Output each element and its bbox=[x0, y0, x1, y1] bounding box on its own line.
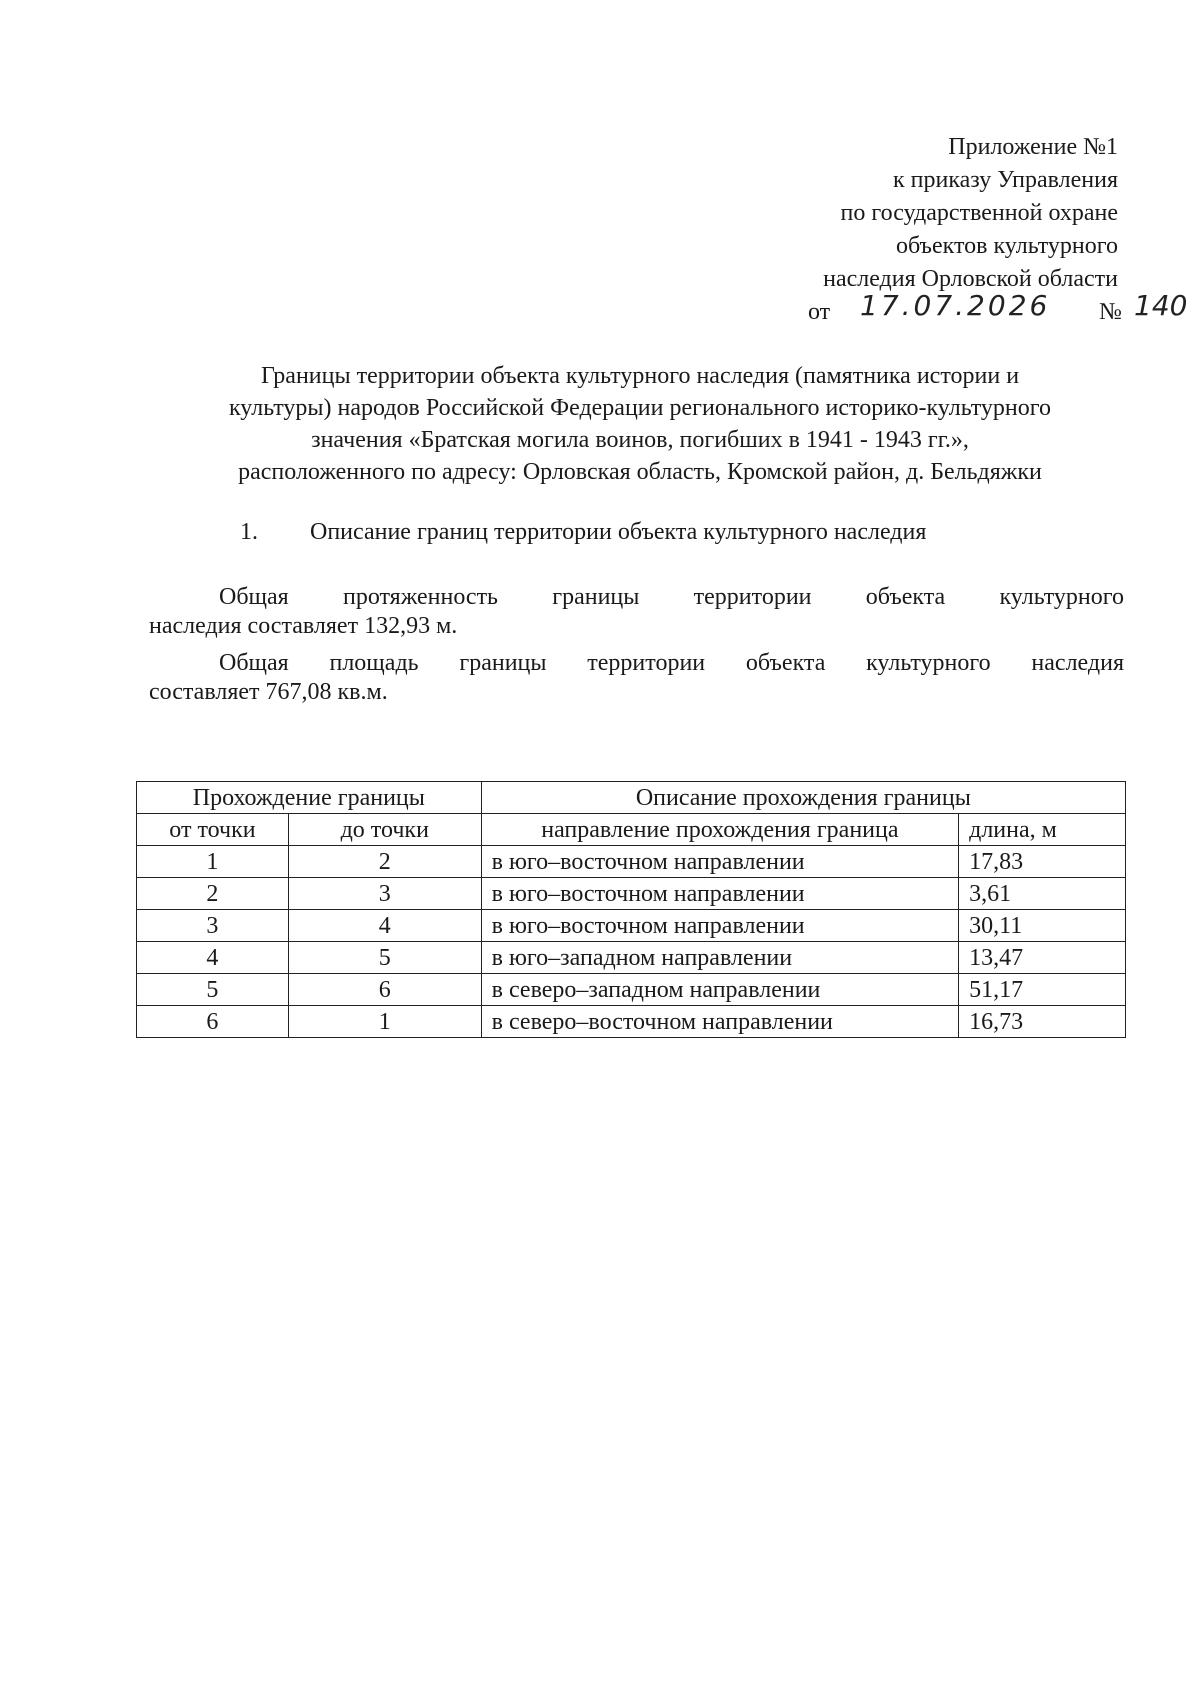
cell-direction: в юго–восточном направлении bbox=[481, 910, 958, 942]
word: территории bbox=[693, 584, 812, 610]
word: культурного bbox=[866, 650, 991, 676]
word: объекта bbox=[745, 650, 826, 676]
cell-from: 4 bbox=[137, 942, 289, 974]
header-description: Описание прохождения границы bbox=[481, 782, 1125, 814]
cell-length: 13,47 bbox=[959, 942, 1126, 974]
table-column-header-row bbox=[137, 814, 1126, 846]
table-row bbox=[137, 974, 1126, 1006]
paragraph-area bbox=[149, 649, 1124, 707]
word: Общая bbox=[219, 650, 289, 676]
cell-to: 6 bbox=[288, 974, 481, 1006]
header-length: длина, м bbox=[959, 814, 1126, 846]
table-row bbox=[137, 910, 1126, 942]
paragraph-first-line bbox=[149, 649, 1124, 678]
annex-line: объектов культурного bbox=[895, 233, 1118, 259]
cell-to: 4 bbox=[288, 910, 481, 942]
cell-length: 3,61 bbox=[959, 878, 1126, 910]
paragraph-continuation: наследия составляет 132,93 м. bbox=[149, 613, 458, 639]
annex-header bbox=[658, 131, 1118, 296]
header-direction: направление прохождения граница bbox=[481, 814, 958, 846]
cell-from: 3 bbox=[137, 910, 289, 942]
word: границы bbox=[552, 584, 640, 610]
annex-line: по государственной охране bbox=[840, 200, 1118, 226]
annex-date-number-row bbox=[808, 289, 1188, 331]
cell-direction: в северо–восточном направлении bbox=[481, 1006, 958, 1038]
header-from-point: от точки bbox=[137, 814, 289, 846]
word: Общая bbox=[219, 584, 289, 610]
word: площадь bbox=[329, 650, 419, 676]
document-title bbox=[140, 360, 1140, 488]
table-row bbox=[137, 878, 1126, 910]
word: объекта bbox=[865, 584, 946, 610]
table-row bbox=[137, 1006, 1126, 1038]
cell-length: 51,17 bbox=[959, 974, 1126, 1006]
table-row bbox=[137, 846, 1126, 878]
header-passage: Прохождение границы bbox=[137, 782, 482, 814]
annex-line: к приказу Управления bbox=[892, 167, 1118, 193]
number-prefix: № bbox=[1099, 299, 1122, 325]
cell-direction: в юго–восточном направлении bbox=[481, 878, 958, 910]
header-to-point: до точки bbox=[288, 814, 481, 846]
title-line: расположенного по адресу: Орловская область, Кромской район, д. Бельдяжки bbox=[238, 459, 1042, 485]
table-row bbox=[137, 942, 1126, 974]
cell-from: 6 bbox=[137, 1006, 289, 1038]
cell-direction: в северо–западном направлении bbox=[481, 974, 958, 1006]
section-title: Описание границ территории объекта культурного наследия bbox=[310, 519, 927, 545]
cell-to: 1 bbox=[288, 1006, 481, 1038]
cell-length: 17,83 bbox=[959, 846, 1126, 878]
paragraph-length bbox=[149, 583, 1124, 641]
section-heading bbox=[240, 519, 926, 546]
annex-line: наследия Орловской области bbox=[823, 266, 1118, 292]
date-prefix: от bbox=[808, 299, 831, 325]
word: культурного bbox=[999, 584, 1124, 610]
word: территории bbox=[587, 650, 706, 676]
paragraph-first-line bbox=[149, 583, 1124, 612]
cell-to: 3 bbox=[288, 878, 481, 910]
table-group-header-row bbox=[137, 782, 1126, 814]
annex-line: Приложение №1 bbox=[948, 134, 1118, 160]
word: наследия bbox=[1031, 650, 1124, 676]
cell-length: 16,73 bbox=[959, 1006, 1126, 1038]
title-line: значения «Братская могила воинов, погибших в 1941 - 1943 гг.», bbox=[311, 427, 969, 453]
boundary-table bbox=[136, 781, 1126, 1038]
cell-direction: в юго–западном направлении bbox=[481, 942, 958, 974]
word: границы bbox=[459, 650, 547, 676]
cell-from: 1 bbox=[137, 846, 289, 878]
cell-from: 2 bbox=[137, 878, 289, 910]
cell-from: 5 bbox=[137, 974, 289, 1006]
handwritten-date: 17.07.2026 bbox=[860, 289, 1051, 322]
cell-to: 2 bbox=[288, 846, 481, 878]
cell-to: 5 bbox=[288, 942, 481, 974]
paragraph-continuation: составляет 767,08 кв.м. bbox=[149, 679, 388, 705]
section-number: 1. bbox=[240, 519, 258, 545]
cell-direction: в юго–восточном направлении bbox=[481, 846, 958, 878]
title-line: Границы территории объекта культурного наследия (памятника истории и bbox=[260, 363, 1020, 389]
word: протяженность bbox=[342, 584, 498, 610]
title-line: культуры) народов Российской Федерации регионального историко-культурного bbox=[228, 395, 1052, 421]
cell-length: 30,11 bbox=[959, 910, 1126, 942]
handwritten-number: 140 bbox=[1134, 289, 1188, 322]
